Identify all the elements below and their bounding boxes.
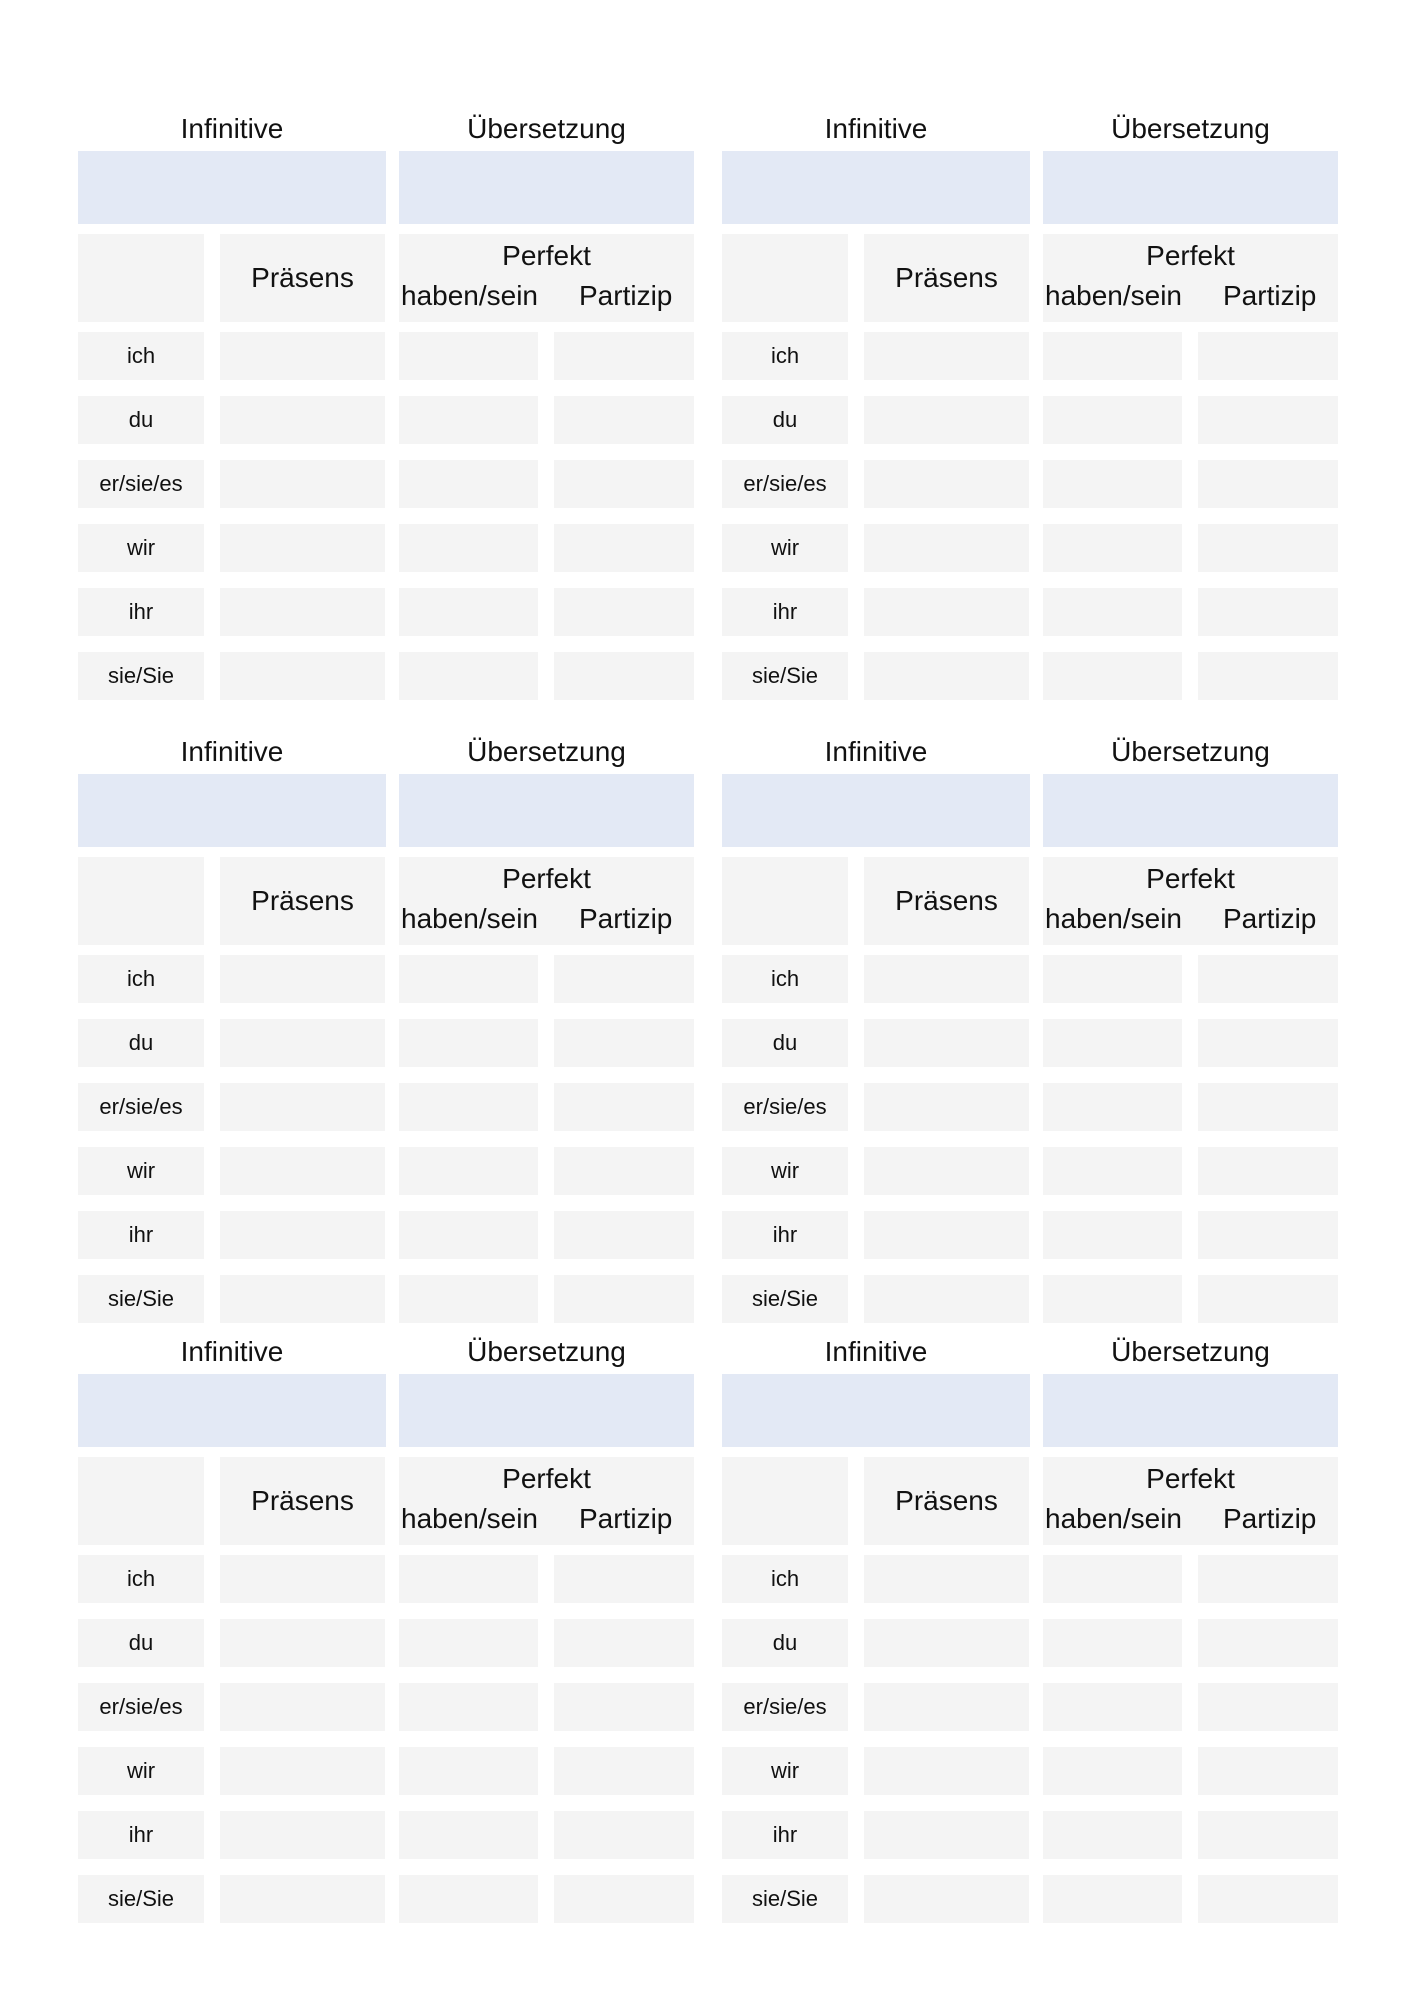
haben-sein-label: haben/sein xyxy=(401,903,539,934)
praesens-column-header xyxy=(220,857,385,945)
conjugation-row xyxy=(78,1875,694,1923)
perfekt-column-header xyxy=(399,234,694,322)
conjugation-row xyxy=(78,1683,694,1731)
partizip-input[interactable] xyxy=(1198,955,1338,1003)
verb-table-block xyxy=(722,730,1338,1340)
partizip-input[interactable] xyxy=(554,955,694,1003)
partizip-input[interactable] xyxy=(554,396,694,444)
infinitive-input[interactable] xyxy=(722,151,1030,224)
haben-sein-input[interactable] xyxy=(1043,1147,1182,1195)
haben-sein-input[interactable] xyxy=(399,1555,538,1603)
haben-sein-input[interactable] xyxy=(1043,588,1182,636)
praesens-input[interactable] xyxy=(864,1683,1029,1731)
praesens-input[interactable] xyxy=(864,1875,1029,1923)
verb-table-block xyxy=(722,1330,1338,1940)
haben-sein-input[interactable] xyxy=(399,1211,538,1259)
conjugation-row xyxy=(722,524,1338,572)
pronoun-column-header xyxy=(722,1457,848,1545)
conjugation-row xyxy=(722,1083,1338,1131)
pronoun-cell: wir xyxy=(78,524,204,572)
praesens-input[interactable] xyxy=(220,1083,385,1131)
pronoun-column-header xyxy=(78,234,204,322)
conjugation-row xyxy=(78,1811,694,1859)
praesens-input[interactable] xyxy=(864,652,1029,700)
conjugation-row xyxy=(722,1147,1338,1195)
haben-sein-input[interactable] xyxy=(399,524,538,572)
haben-sein-label: haben/sein xyxy=(401,1503,539,1534)
haben-sein-input[interactable] xyxy=(1043,332,1182,380)
infinitive-input[interactable] xyxy=(78,1374,386,1447)
infinitive-heading: Infinitive xyxy=(180,736,284,767)
praesens-input[interactable] xyxy=(864,1619,1029,1667)
uebersetzung-heading: Übersetzung xyxy=(1111,113,1270,144)
praesens-input[interactable] xyxy=(864,1083,1029,1131)
partizip-input[interactable] xyxy=(1198,460,1338,508)
praesens-input[interactable] xyxy=(864,955,1029,1003)
praesens-input[interactable] xyxy=(220,460,385,508)
pronoun-cell: wir xyxy=(722,524,848,572)
conjugation-row xyxy=(78,460,694,508)
haben-sein-input[interactable] xyxy=(399,1083,538,1131)
uebersetzung-heading: Übersetzung xyxy=(467,1336,626,1367)
haben-sein-input[interactable] xyxy=(399,1019,538,1067)
praesens-input[interactable] xyxy=(220,1875,385,1923)
praesens-input[interactable] xyxy=(864,460,1029,508)
partizip-input[interactable] xyxy=(1198,332,1338,380)
pronoun-cell: du xyxy=(78,1619,204,1667)
uebersetzung-heading: Übersetzung xyxy=(1111,1336,1270,1367)
pronoun-cell: er/sie/es xyxy=(722,1683,848,1731)
conjugation-row xyxy=(722,332,1338,380)
pronoun-cell: ich xyxy=(722,1555,848,1603)
uebersetzung-input[interactable] xyxy=(399,151,694,224)
pronoun-cell: ihr xyxy=(78,1211,204,1259)
praesens-input[interactable] xyxy=(864,1747,1029,1795)
pronoun-cell: ihr xyxy=(722,1811,848,1859)
conjugation-row xyxy=(78,1083,694,1131)
haben-sein-input[interactable] xyxy=(1043,524,1182,572)
praesens-input[interactable] xyxy=(220,1747,385,1795)
pronoun-cell: du xyxy=(78,396,204,444)
partizip-label: Partizip xyxy=(579,1503,673,1534)
conjugation-row xyxy=(78,1211,694,1259)
infinitive-input[interactable] xyxy=(78,774,386,847)
haben-sein-input[interactable] xyxy=(399,1747,538,1795)
haben-sein-input[interactable] xyxy=(1043,955,1182,1003)
haben-sein-input[interactable] xyxy=(1043,396,1182,444)
perfekt-column-header xyxy=(1043,857,1338,945)
pronoun-cell: du xyxy=(78,1019,204,1067)
infinitive-input[interactable] xyxy=(78,151,386,224)
infinitive-input[interactable] xyxy=(722,774,1030,847)
pronoun-cell: ich xyxy=(78,332,204,380)
praesens-label: Präsens xyxy=(251,1485,354,1516)
praesens-input[interactable] xyxy=(220,652,385,700)
haben-sein-input[interactable] xyxy=(1043,1211,1182,1259)
partizip-input[interactable] xyxy=(554,332,694,380)
praesens-column-header xyxy=(220,1457,385,1545)
conjugation-row xyxy=(78,1147,694,1195)
conjugation-row xyxy=(78,524,694,572)
partizip-input[interactable] xyxy=(1198,1555,1338,1603)
praesens-input[interactable] xyxy=(220,1811,385,1859)
conjugation-row xyxy=(78,955,694,1003)
haben-sein-input[interactable] xyxy=(399,332,538,380)
pronoun-cell: du xyxy=(722,396,848,444)
uebersetzung-input[interactable] xyxy=(1043,151,1338,224)
pronoun-cell: ich xyxy=(722,955,848,1003)
pronoun-cell: ich xyxy=(78,955,204,1003)
praesens-input[interactable] xyxy=(864,396,1029,444)
partizip-input[interactable] xyxy=(1198,1747,1338,1795)
conjugation-row xyxy=(78,1747,694,1795)
conjugation-row xyxy=(78,588,694,636)
partizip-input[interactable] xyxy=(554,1875,694,1923)
verb-table-block xyxy=(722,107,1338,717)
pronoun-cell: sie/Sie xyxy=(78,1275,204,1323)
haben-sein-label: haben/sein xyxy=(401,280,539,311)
pronoun-cell: er/sie/es xyxy=(722,1083,848,1131)
infinitive-heading: Infinitive xyxy=(180,1336,284,1367)
pronoun-cell: du xyxy=(722,1619,848,1667)
conjugation-row xyxy=(722,1811,1338,1859)
praesens-input[interactable] xyxy=(864,1555,1029,1603)
pronoun-cell: ich xyxy=(78,1555,204,1603)
conjugation-row xyxy=(722,396,1338,444)
perfekt-label: Perfekt xyxy=(1146,863,1235,894)
partizip-input[interactable] xyxy=(1198,1683,1338,1731)
perfekt-label: Perfekt xyxy=(1146,1463,1235,1494)
partizip-label: Partizip xyxy=(1223,280,1317,311)
pronoun-cell: er/sie/es xyxy=(78,1683,204,1731)
haben-sein-input[interactable] xyxy=(399,1875,538,1923)
praesens-input[interactable] xyxy=(220,332,385,380)
haben-sein-input[interactable] xyxy=(399,955,538,1003)
partizip-label: Partizip xyxy=(579,280,673,311)
pronoun-cell: wir xyxy=(722,1147,848,1195)
conjugation-row xyxy=(722,1683,1338,1731)
conjugation-row xyxy=(78,1555,694,1603)
partizip-label: Partizip xyxy=(579,903,673,934)
praesens-input[interactable] xyxy=(220,1147,385,1195)
infinitive-heading: Infinitive xyxy=(824,113,928,144)
praesens-input[interactable] xyxy=(864,332,1029,380)
uebersetzung-input[interactable] xyxy=(1043,1374,1338,1447)
praesens-input[interactable] xyxy=(220,1683,385,1731)
partizip-input[interactable] xyxy=(554,1747,694,1795)
praesens-input[interactable] xyxy=(220,1275,385,1323)
pronoun-cell: sie/Sie xyxy=(78,1875,204,1923)
pronoun-cell: ihr xyxy=(78,1811,204,1859)
pronoun-cell: er/sie/es xyxy=(722,460,848,508)
partizip-input[interactable] xyxy=(554,1211,694,1259)
praesens-label: Präsens xyxy=(895,1485,998,1516)
praesens-input[interactable] xyxy=(220,588,385,636)
haben-sein-input[interactable] xyxy=(399,1147,538,1195)
conjugation-row xyxy=(722,588,1338,636)
haben-sein-input[interactable] xyxy=(399,1275,538,1323)
perfekt-column-header xyxy=(1043,1457,1338,1545)
perfekt-label: Perfekt xyxy=(1146,240,1235,271)
haben-sein-input[interactable] xyxy=(1043,1555,1182,1603)
pronoun-cell: sie/Sie xyxy=(78,652,204,700)
haben-sein-input[interactable] xyxy=(1043,1875,1182,1923)
perfekt-label: Perfekt xyxy=(502,863,591,894)
praesens-label: Präsens xyxy=(251,885,354,916)
haben-sein-input[interactable] xyxy=(1043,1019,1182,1067)
partizip-input[interactable] xyxy=(554,1275,694,1323)
haben-sein-input[interactable] xyxy=(1043,1275,1182,1323)
praesens-input[interactable] xyxy=(864,588,1029,636)
conjugation-row xyxy=(722,1555,1338,1603)
partizip-input[interactable] xyxy=(554,1083,694,1131)
pronoun-cell: ihr xyxy=(722,588,848,636)
pronoun-column-header xyxy=(78,857,204,945)
haben-sein-input[interactable] xyxy=(1043,1619,1182,1667)
haben-sein-input[interactable] xyxy=(399,652,538,700)
partizip-input[interactable] xyxy=(554,588,694,636)
uebersetzung-heading: Übersetzung xyxy=(467,113,626,144)
conjugation-row xyxy=(722,955,1338,1003)
partizip-input[interactable] xyxy=(1198,588,1338,636)
praesens-column-header xyxy=(864,1457,1029,1545)
praesens-label: Präsens xyxy=(895,262,998,293)
uebersetzung-heading: Übersetzung xyxy=(467,736,626,767)
conjugation-row xyxy=(78,332,694,380)
haben-sein-label: haben/sein xyxy=(1045,280,1183,311)
verb-table-block xyxy=(78,107,694,717)
perfekt-column-header xyxy=(399,857,694,945)
praesens-input[interactable] xyxy=(220,1555,385,1603)
pronoun-cell: er/sie/es xyxy=(78,1083,204,1131)
conjugation-row xyxy=(722,1619,1338,1667)
infinitive-input[interactable] xyxy=(722,1374,1030,1447)
infinitive-heading: Infinitive xyxy=(824,736,928,767)
uebersetzung-input[interactable] xyxy=(1043,774,1338,847)
praesens-label: Präsens xyxy=(895,885,998,916)
pronoun-cell: ihr xyxy=(722,1211,848,1259)
partizip-input[interactable] xyxy=(554,1147,694,1195)
conjugation-row xyxy=(722,1875,1338,1923)
haben-sein-label: haben/sein xyxy=(1045,903,1183,934)
partizip-input[interactable] xyxy=(1198,1875,1338,1923)
haben-sein-label: haben/sein xyxy=(1045,1503,1183,1534)
praesens-input[interactable] xyxy=(220,396,385,444)
uebersetzung-input[interactable] xyxy=(399,1374,694,1447)
partizip-input[interactable] xyxy=(554,460,694,508)
haben-sein-input[interactable] xyxy=(1043,1083,1182,1131)
pronoun-column-header xyxy=(78,1457,204,1545)
conjugation-row xyxy=(722,460,1338,508)
pronoun-cell: ich xyxy=(722,332,848,380)
conjugation-row xyxy=(78,1619,694,1667)
perfekt-label: Perfekt xyxy=(502,240,591,271)
haben-sein-input[interactable] xyxy=(1043,1683,1182,1731)
pronoun-cell: ihr xyxy=(78,588,204,636)
praesens-column-header xyxy=(864,857,1029,945)
praesens-column-header xyxy=(220,234,385,322)
praesens-input[interactable] xyxy=(864,1147,1029,1195)
pronoun-cell: sie/Sie xyxy=(722,1275,848,1323)
conjugation-row xyxy=(78,1019,694,1067)
pronoun-cell: wir xyxy=(78,1747,204,1795)
pronoun-cell: sie/Sie xyxy=(722,652,848,700)
partizip-input[interactable] xyxy=(1198,652,1338,700)
conjugation-row xyxy=(78,1275,694,1323)
infinitive-heading: Infinitive xyxy=(824,1336,928,1367)
conjugation-row xyxy=(722,1747,1338,1795)
pronoun-cell: wir xyxy=(78,1147,204,1195)
praesens-input[interactable] xyxy=(864,1811,1029,1859)
haben-sein-input[interactable] xyxy=(399,460,538,508)
partizip-input[interactable] xyxy=(554,1555,694,1603)
partizip-input[interactable] xyxy=(1198,1811,1338,1859)
uebersetzung-input[interactable] xyxy=(399,774,694,847)
haben-sein-input[interactable] xyxy=(1043,652,1182,700)
praesens-input[interactable] xyxy=(220,1619,385,1667)
infinitive-heading: Infinitive xyxy=(180,113,284,144)
praesens-input[interactable] xyxy=(220,524,385,572)
pronoun-column-header xyxy=(722,857,848,945)
haben-sein-input[interactable] xyxy=(1043,1747,1182,1795)
pronoun-cell: du xyxy=(722,1019,848,1067)
uebersetzung-heading: Übersetzung xyxy=(1111,736,1270,767)
praesens-label: Präsens xyxy=(251,262,354,293)
pronoun-cell: er/sie/es xyxy=(78,460,204,508)
partizip-input[interactable] xyxy=(1198,1211,1338,1259)
partizip-label: Partizip xyxy=(1223,1503,1317,1534)
verb-table-block xyxy=(78,1330,694,1940)
perfekt-column-header xyxy=(1043,234,1338,322)
conjugation-row xyxy=(78,396,694,444)
haben-sein-input[interactable] xyxy=(1043,460,1182,508)
pronoun-column-header xyxy=(722,234,848,322)
praesens-input[interactable] xyxy=(864,1211,1029,1259)
haben-sein-input[interactable] xyxy=(399,1683,538,1731)
partizip-input[interactable] xyxy=(1198,1019,1338,1067)
verb-table-block xyxy=(78,730,694,1340)
pronoun-cell: wir xyxy=(722,1747,848,1795)
praesens-input[interactable] xyxy=(220,955,385,1003)
partizip-input[interactable] xyxy=(1198,524,1338,572)
haben-sein-input[interactable] xyxy=(399,1619,538,1667)
haben-sein-input[interactable] xyxy=(399,588,538,636)
haben-sein-input[interactable] xyxy=(399,1811,538,1859)
praesens-input[interactable] xyxy=(220,1211,385,1259)
praesens-input[interactable] xyxy=(220,1019,385,1067)
pronoun-cell: sie/Sie xyxy=(722,1875,848,1923)
praesens-input[interactable] xyxy=(864,524,1029,572)
haben-sein-input[interactable] xyxy=(399,396,538,444)
conjugation-row xyxy=(78,652,694,700)
partizip-label: Partizip xyxy=(1223,903,1317,934)
conjugation-row xyxy=(722,1019,1338,1067)
perfekt-label: Perfekt xyxy=(502,1463,591,1494)
partizip-input[interactable] xyxy=(1198,1083,1338,1131)
partizip-input[interactable] xyxy=(1198,1275,1338,1323)
partizip-input[interactable] xyxy=(554,652,694,700)
partizip-input[interactable] xyxy=(1198,396,1338,444)
conjugation-row xyxy=(722,1275,1338,1323)
partizip-input[interactable] xyxy=(554,1811,694,1859)
partizip-input[interactable] xyxy=(554,1619,694,1667)
partizip-input[interactable] xyxy=(554,524,694,572)
praesens-input[interactable] xyxy=(864,1019,1029,1067)
partizip-input[interactable] xyxy=(1198,1147,1338,1195)
praesens-column-header xyxy=(864,234,1029,322)
partizip-input[interactable] xyxy=(1198,1619,1338,1667)
conjugation-row xyxy=(722,1211,1338,1259)
praesens-input[interactable] xyxy=(864,1275,1029,1323)
partizip-input[interactable] xyxy=(554,1019,694,1067)
haben-sein-input[interactable] xyxy=(1043,1811,1182,1859)
perfekt-column-header xyxy=(399,1457,694,1545)
partizip-input[interactable] xyxy=(554,1683,694,1731)
conjugation-row xyxy=(722,652,1338,700)
